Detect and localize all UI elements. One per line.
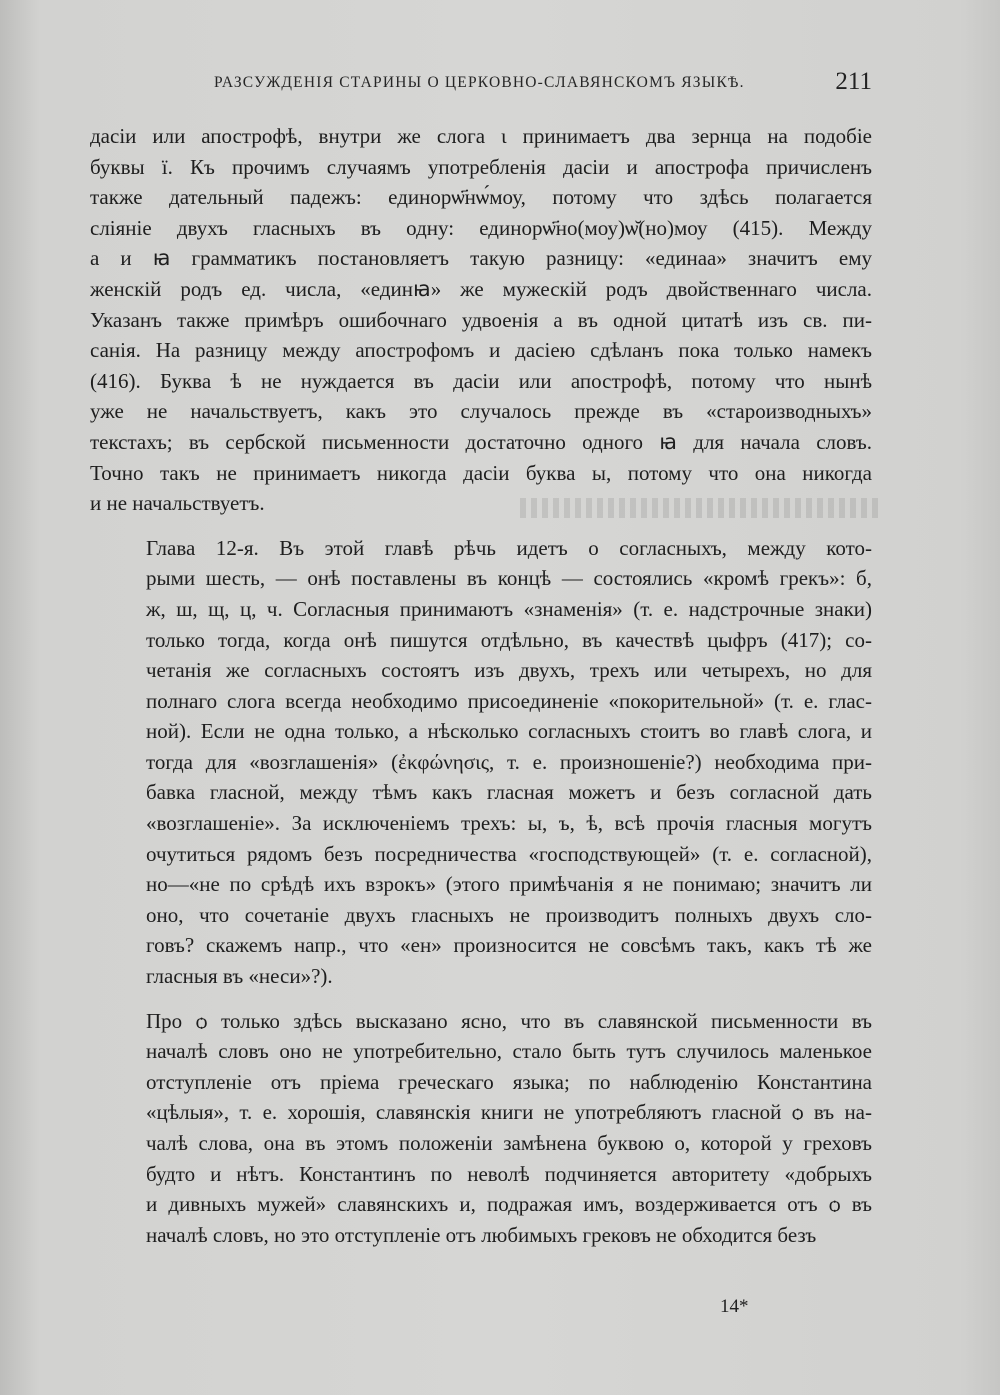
paragraph [90, 121, 872, 519]
paragraph [90, 533, 872, 992]
text-line: отступленіе отъ пріема греческаго языка; по наблюденію Константина [146, 1069, 872, 1094]
text-line: и дивныхъ мужей» славянскихъ и, подражая имъ, воздерживается отъ ѻ въ [146, 1192, 872, 1217]
text-line: (416). Буква ѣ не нуждается въ дасіи или апострофѣ, потому что нынѣ [90, 368, 872, 393]
page-number: 211 [835, 68, 872, 95]
text-line: Про ѻ только здѣсь высказано ясно, что въ славянской письменности въ [146, 1008, 872, 1033]
text-line: тогда для «возглашенія» (ἐκφώνησις, т. е. произношеніе?) необходима при- [146, 749, 872, 774]
page-header [90, 70, 872, 100]
text-line: и не начальствуетъ. [90, 491, 265, 516]
text-line: текстахъ; въ сербской письменности достаточно одного ꙗ для начала словъ. [90, 429, 872, 454]
text-line: четанія же согласныхъ состоятъ изъ двухъ, трехъ или четырехъ, но для [146, 658, 872, 683]
text-line: только тогда, когда онѣ пишутся отдѣльно, въ качествѣ цыфръ (417); со- [146, 627, 872, 652]
text-line: Глава 12-я. Въ этой главѣ рѣчь идетъ о согласныхъ, между кото- [146, 535, 872, 560]
text-line: чалѣ слова, она въ этомъ положеніи замѣнена буквою о, которой у греховъ [146, 1131, 872, 1155]
body-text [90, 121, 872, 1264]
text-line: Указанъ также примѣръ ошибочнаго удвоенія а въ одной цитатѣ изъ св. пи- [90, 307, 872, 332]
text-line: очутиться рядомъ безъ посредничества «господствующей» (т. е. согласной), [146, 841, 872, 866]
running-title: РАЗСУЖДЕНІЯ СТАРИНЫ О ЦЕРКОВНО-СЛАВЯНСКОМЪ ЯЗЫКѢ. [214, 74, 745, 91]
text-line: дасіи или апострофѣ, внутри же слога ι принимаетъ два зернца на подобіе [90, 124, 872, 148]
text-line: буквы ї. Къ прочимъ случаямъ употребленія дасіи и апострофа причисленъ [90, 154, 872, 179]
text-line: ной). Если не одна только, а нѣсколько согласныхъ стоитъ во главѣ слога, и [146, 719, 872, 744]
text-line: началѣ словъ, но это отступленіе отъ любимыхъ грековъ не обходится безъ [146, 1222, 817, 1247]
text-line: будто и нѣтъ. Константинъ по неволѣ подчиняется авторитету «добрыхъ [146, 1161, 872, 1186]
text-line: бавка гласной, между тѣмъ какъ гласная можетъ и безъ согласной дать [146, 780, 872, 805]
text-line: началѣ словъ оно не употребительно, стало быть тутъ случилось маленькое [146, 1039, 872, 1064]
signature-mark: 14* [720, 1296, 749, 1317]
text-line: сліяніе двухъ гласныхъ въ одну: единорѡ҃но(моу)ѡ̆(но)моу (415). Между [90, 215, 872, 240]
text-line: «возглашеніе». За исключеніемъ трехъ: ы, ъ, ѣ, всѣ прочія гласныя могутъ [146, 811, 872, 836]
text-line: гласныя въ «неси»?). [146, 964, 333, 989]
text-line: уже не начальствуетъ, какъ это случалось прежде въ «староизводныхъ» [90, 399, 872, 424]
text-line: также дательный падежъ: единорѡ҃нѡ́моу, потому что здѣсь полагается [90, 185, 872, 210]
text-line: женскій родъ ед. числа, «единꙗ» же мужескій родъ двойственнаго числа. [90, 276, 872, 301]
paragraph [90, 1006, 872, 1251]
text-line: но—«не по срѣдѣ ихъ взрокъ» (этого примѣчанія я не понимаю; значитъ ли [146, 872, 872, 897]
text-line: полнаго слога всегда необходимо присоединеніе «покорительной» (т. е. глас- [146, 688, 872, 713]
text-line: Точно такъ не принимаетъ никогда дасіи буква ы, потому что она никогда [90, 460, 872, 485]
text-line: оно, что сочетаніе двухъ гласныхъ не производитъ полныхъ двухъ сло- [146, 902, 872, 927]
text-line: говъ? скажемъ напр., что «ен» произносится не совсѣмъ такъ, какъ тѣ же [146, 933, 872, 958]
text-line: а и ꙗ грамматикъ постановляетъ такую разницу: «единаа» значитъ ему [90, 246, 872, 271]
text-line: «цѣлыя», т. е. хорошія, славянскія книги не употребляютъ гласной ѻ въ на- [146, 1100, 872, 1125]
text-line: ж, ш, щ, ц, ч. Согласныя принимаютъ «знаменія» (т. е. надстрочные знаки) [146, 596, 872, 621]
text-line: санія. На разницу между апострофомъ и дасіею сдѣланъ пока только намекъ [90, 338, 872, 363]
text-line: рыми шесть, — онѣ поставлены въ концѣ — состоялись «кромѣ грекъ»: б, [146, 566, 872, 591]
